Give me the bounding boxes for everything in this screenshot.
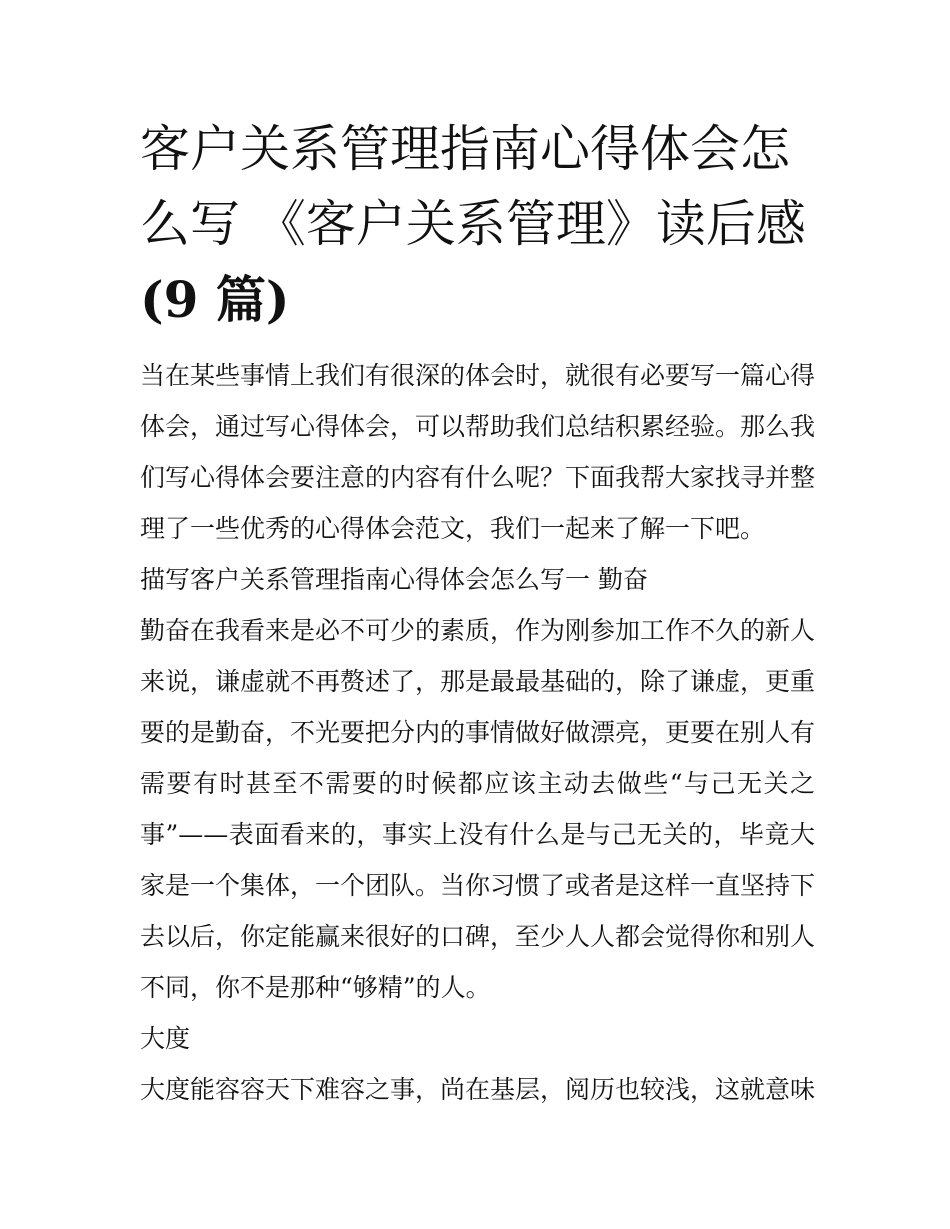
document-title-main: 客户关系管理指南心得体会怎么写 《客户关系管理》读后感 [140,120,806,253]
document-title [140,112,815,338]
document-title-suffix: (9 篇) [140,270,290,329]
section-heading: 描写客户关系管理指南心得体会怎么写一 勤奋 [140,565,648,594]
section-paragraph: 勤奋在我看来是必不可少的素质，作为刚参加工作不久的新人来说，谦虚就不再赘述了，那是最最基础的，除了谦虚，更重要的是勤奋，不光要把分内的事情做好做漂亮，更要在别人有需要有时甚至不需要的时候都应该主动去做些“与己无关之事”——表面看来的，事实上没有什么是与己无关的，毕竟大家是一个集体，一个团队。当你习惯了或者是这样一直坚持下去以后，你定能赢来很好的口碑，至少人人都会觉得你和别人不同，你不是那种“够精”的人。 [140,616,816,1002]
intro-paragraph: 当在某些事情上我们有很深的体会时，就很有必要写一篇心得体会，通过写心得体会，可以帮助我们总结积累经验。那么我们写心得体会要注意的内容有什么呢？下面我帮大家找寻并整理了一些优秀的心得体会范文，我们一起来了解一下吧。 [140,361,816,543]
document-content [140,112,815,1115]
subheading: 大度 [140,1024,191,1053]
last-paragraph: 大度能容容天下难容之事，尚在基层，阅历也较浅，这就意味 [140,1075,816,1104]
